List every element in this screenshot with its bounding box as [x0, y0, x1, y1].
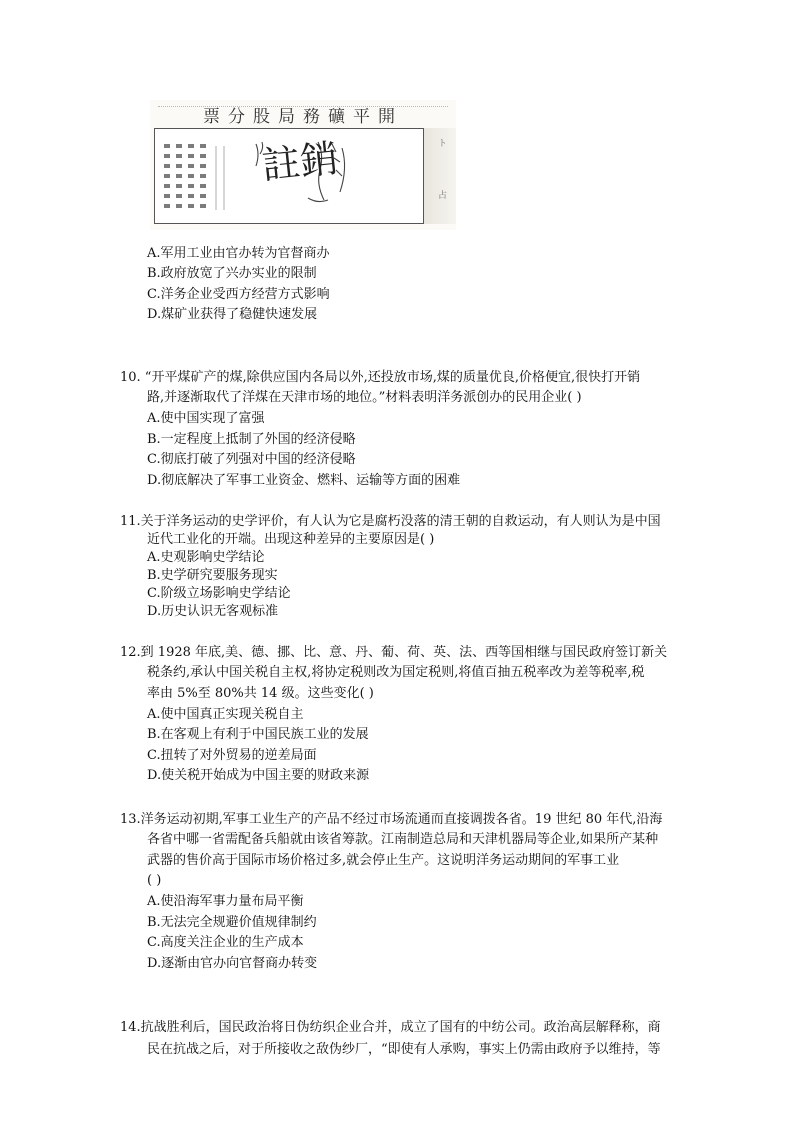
q9-option-c: C.洋务企业受西方经营方式影响	[147, 287, 330, 302]
q12-option-d: D.使关税开始成为中国主要的财政来源	[147, 768, 370, 783]
q12-option-c: C.扭转了对外贸易的逆差局面	[147, 748, 317, 763]
q9-option-d: D.煤矿业获得了稳健快速发展	[147, 307, 318, 322]
q12-option-a: A.使中国真正实现关税自主	[147, 707, 304, 722]
q11-stem-line-2: 近代工业化的开端。出现这种差异的主要原因是( )	[147, 532, 435, 547]
q10-stem-line-2: 路,并逐渐取代了洋煤在天津市场的地位。”材料表明洋务派创办的民用企业( )	[147, 390, 582, 405]
q10-option-c: C.彻底打破了列强对中国的经济侵略	[147, 452, 356, 467]
q11-option-a: A.史观影响史学结论	[147, 550, 265, 565]
q10-stem-line-1: 10. “开平煤矿产的煤,除供应国内各局以外,还投放市场,煤的质量优良,价格便宜,很快打开销	[120, 370, 641, 385]
q10-option-d: D.彻底解决了军事工业资金、燃料、运输等方面的困难	[147, 473, 461, 488]
q12-stem-line-3: 率由 5%至 80%共 14 级。这些变化( )	[147, 686, 374, 701]
certificate-title: 票分股局務礦平開	[203, 107, 403, 127]
q12-stem-line-2: 税条约,承认中国关税自主权,将协定税则改为国定税则,将值百抽五税率改为差等税率,税	[147, 665, 645, 680]
q10-option-a: A.使中国实现了富强	[147, 411, 265, 426]
q10-option-b: B.一定程度上抵制了外国的经济侵略	[147, 432, 356, 447]
q12-stem-line-1: 12.到 1928 年底,美、德、挪、比、意、丹、葡、荷、英、法、西等国相继与国民政府签订新关	[120, 645, 668, 660]
q13-option-a: A.使沿海军事力量布局平衡	[147, 894, 304, 909]
q11-option-b: B.史学研究要服务现实	[147, 568, 278, 583]
q13-stem-line-1: 13.洋务运动初期,军事工业生产的产品不经过市场流通而直接调拨各省。19 世纪 80 年代,沿海	[120, 812, 663, 827]
q11-stem-line-1: 11.关于洋务运动的史学评价，有人认为它是腐朽没落的清王朝的自救运动，有人则认为是中国	[120, 514, 661, 529]
q14-stem-line-2: 民在抗战之后，对于所接收之敌伪纱厂，“即使有人承购，事实上仍需由政府予以维持，等	[147, 1042, 661, 1057]
q11-option-d: D.历史认识无客观标准	[147, 604, 279, 619]
q13-option-b: B.无法完全规避价值规律制约	[147, 915, 317, 930]
q14-stem-line-1: 14.抗战胜利后，国民政治将日伪纺织企业合并，成立了国有的中纺公司。政治高层解释称，商	[120, 1020, 661, 1035]
q13-option-c: C.高度关注企业的生产成本	[147, 935, 304, 950]
q9-option-a: A.军用工业由官办转为官督商办	[147, 246, 330, 261]
certificate-text-grid	[164, 144, 234, 214]
certificate-right-edge: ト 占	[424, 128, 456, 224]
q12-option-b: B.在客观上有利于中国民族工业的发展	[147, 727, 369, 742]
q13-stem-line-2: 各省中哪一省需配备兵船就由该省筹款。江南制造总局和天津机器局等企业,如果所产某种	[147, 832, 659, 847]
q11-option-c: C.阶级立场影响史学结论	[147, 586, 291, 601]
cancellation-stamp: 註銷	[259, 136, 341, 188]
q9-option-b: B.政府放宽了兴办实业的限制	[147, 266, 317, 281]
kaiping-share-certificate-image	[150, 100, 456, 230]
q13-option-d: D.逐渐由官办向官督商办转变	[147, 956, 318, 971]
q13-stem-line-3: 武器的售价高于国际市场价格过多,就会停止生产。这说明洋务运动期间的军事工业	[147, 853, 620, 868]
q13-stem-line-4: ( )	[147, 873, 162, 888]
